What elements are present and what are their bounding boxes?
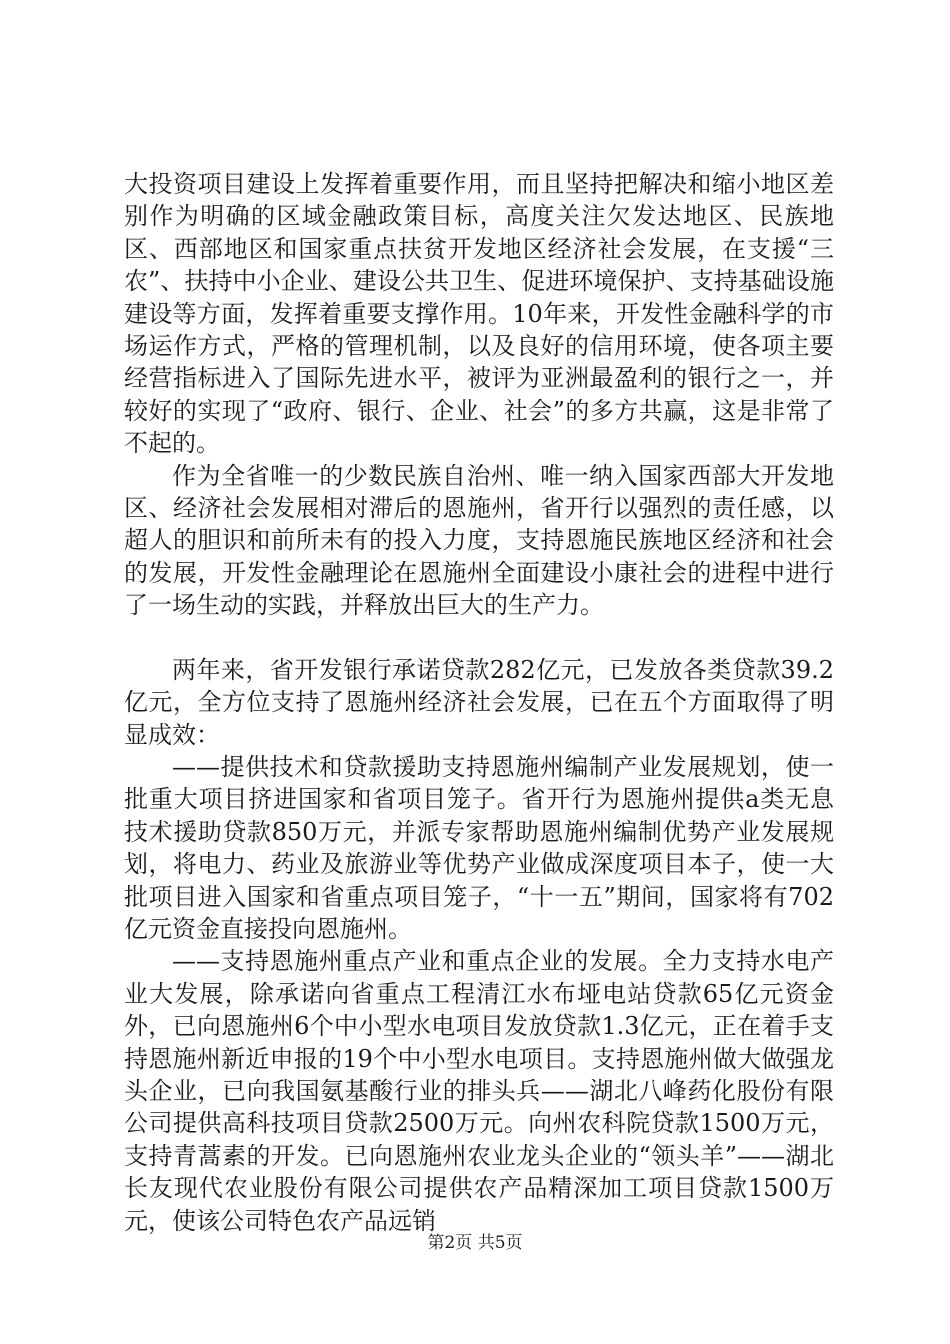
paragraph-5: ——支持恩施州重点产业和重点企业的发展。全力支持水电产业大发展，除承诺向省重点工程清江水布垭电站贷款65亿元资金外，已向恩施州6个中小型水电项目发放贷款1.3亿元，正在着手支持恩施州新近申报的19个中小型水电项目。支持恩施州做大做强龙头企业，已向我国氨基酸行业的排头兵——湖北八峰药化股份有限公司提供高科技项目贷款2500万元。向州农科院贷款1500万元，支持青蒿素的开发。已向恩施州农业龙头企业的“领头羊”——湖北长友现代农业股份有限公司提供农产品精深加工项目贷款1500万元，使该公司特色农产品远销 bbox=[124, 947, 834, 1235]
page-number-footer: 第2页 共5页 bbox=[427, 1233, 523, 1253]
paragraph-1: 大投资项目建设上发挥着重要作用，而且坚持把解决和缩小地区差别作为明确的区域金融政策目标，高度关注欠发达地区、民族地区、西部地区和国家重点扶贫开发地区经济社会发展，在支援“三农”、扶持中小企业、建设公共卫生、促进环境保护、支持基础设施建设等方面，发挥着重要支撑作用。10年来，开发性金融科学的市场运作方式，严格的管理机制，以及良好的信用环境，使各项主要经营指标进入了国际先进水平，被评为亚洲最盈利的银行之一，并较好的实现了“政府、银行、企业、社会”的多方共赢，这是非常了不起的。 bbox=[124, 170, 834, 458]
document-body bbox=[124, 168, 834, 1237]
paragraph-4: ——提供技术和贷款援助支持恩施州编制产业发展规划，使一批重大项目挤进国家和省项目笼子。省开行为恩施州提供a类无息技术援助贷款850万元，并派专家帮助恩施州编制优势产业发展规划，将电力、药业及旅游业等优势产业做成深度项目本子，使一大批项目进入国家和省重点项目笼子，“十一五”期间，国家将有702亿元资金直接投向恩施州。 bbox=[124, 752, 834, 943]
paragraph-2: 作为全省唯一的少数民族自治州、唯一纳入国家西部大开发地区、经济社会发展相对滞后的恩施州，省开行以强烈的责任感，以超人的胆识和前所未有的投入力度，支持恩施民族地区经济和社会的发展，开发性金融理论在恩施州全面建设小康社会的进程中进行了一场生动的实践，并释放出巨大的生产力。 bbox=[124, 461, 834, 620]
paragraph-3: 两年来，省开发银行承诺贷款282亿元，已发放各类贷款39.2亿元，全方位支持了恩施州经济社会发展，已在五个方面取得了明显成效： bbox=[124, 655, 834, 749]
